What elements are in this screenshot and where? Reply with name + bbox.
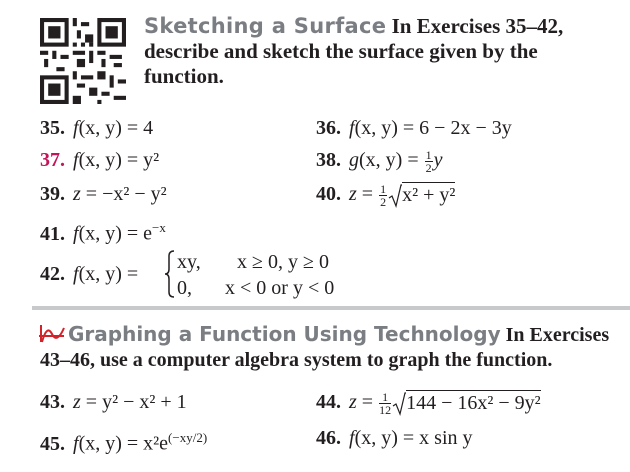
function-body: (x, y) = 4 — [78, 117, 154, 139]
exercise-43 — [40, 390, 187, 414]
case-1-condition: x ≥ 0, y ≥ 0 — [237, 251, 329, 273]
qr-code — [40, 18, 126, 104]
function-body: (x, y) = e — [78, 222, 153, 245]
case-1-expression: xy, — [177, 251, 201, 273]
function-name: f — [73, 432, 79, 455]
exponent: (−xy/2) — [168, 430, 208, 445]
section-title: Graphing a Function Using Technology — [68, 322, 501, 346]
section-instruction: In Exercises 43–46, use a computer algebra system to graph the function. — [40, 324, 610, 371]
exercise-number: 37. — [40, 149, 65, 171]
fraction: $\frac{1}{2}$ — [380, 181, 387, 209]
function-name: f — [73, 149, 79, 171]
exercise-35 — [40, 116, 153, 140]
exercise-37 — [40, 148, 159, 172]
exercise-number: 44. — [316, 391, 341, 413]
exercise-42 — [40, 262, 138, 286]
section-divider — [32, 302, 630, 314]
left-brace — [164, 250, 176, 298]
function-name: z — [73, 391, 81, 413]
function-name: f — [73, 222, 79, 245]
case-2-expression: 0, — [177, 277, 192, 299]
section-instruction: In Exercises 35–42, describe and sketch the surface given by the function. — [144, 14, 564, 88]
exercise-38 — [316, 148, 443, 174]
exponent: −x — [152, 220, 166, 235]
function-body: (x, y) = y² — [78, 149, 160, 171]
function-name: z — [73, 183, 81, 205]
exercise-40 — [316, 182, 455, 208]
exercise-number: 35. — [40, 117, 65, 139]
exercise-number: 38. — [316, 149, 341, 171]
exercise-44 — [316, 390, 541, 416]
section-title: Sketching a Surface — [144, 14, 387, 38]
function-name: z — [349, 183, 357, 205]
function-name: f — [73, 117, 79, 139]
exercise-number: 41. — [40, 222, 65, 245]
function-body: (x, y) = — [78, 263, 139, 285]
function-name: f — [349, 117, 355, 139]
exercise-number: 40. — [316, 183, 341, 205]
function-body: = −x² − y² — [80, 183, 167, 205]
exercise-39 — [40, 182, 167, 206]
case-2-condition: x < 0 or y < 0 — [225, 277, 335, 299]
function-body-tail: y — [433, 149, 443, 171]
section-heading-technology — [40, 322, 620, 373]
exercise-41 — [40, 216, 166, 246]
function-name: f — [349, 427, 355, 449]
exercise-number: 42. — [40, 263, 65, 285]
function-body: = — [356, 183, 379, 205]
function-name: g — [349, 149, 359, 171]
exercise-number: 36. — [316, 117, 341, 139]
function-body: (x, y) = — [359, 149, 424, 171]
function-name: z — [349, 391, 357, 413]
function-body: (x, y) = x²e — [78, 432, 169, 455]
function-body: (x, y) = 6 − 2x − 3y — [354, 117, 512, 139]
exercise-number: 43. — [40, 391, 65, 413]
square-root: 144 − 16x² − 9y² — [392, 391, 541, 416]
function-body: (x, y) = x sin y — [354, 427, 473, 449]
exercise-number: 46. — [316, 427, 341, 449]
section-heading-sketching — [144, 14, 604, 89]
function-body: = — [356, 391, 379, 413]
square-root: x² + y² — [388, 183, 455, 208]
exercise-number: 45. — [40, 432, 65, 455]
function-body: = y² − x² + 1 — [80, 391, 187, 413]
exercise-number: 39. — [40, 183, 65, 205]
fraction: $\frac{1}{2}$ — [425, 147, 432, 175]
fraction: $\frac{1}{12}$ — [379, 389, 392, 417]
exercise-36 — [316, 116, 512, 140]
exercise-46 — [316, 426, 473, 450]
function-name: f — [73, 263, 79, 285]
exercise-45 — [40, 426, 207, 456]
